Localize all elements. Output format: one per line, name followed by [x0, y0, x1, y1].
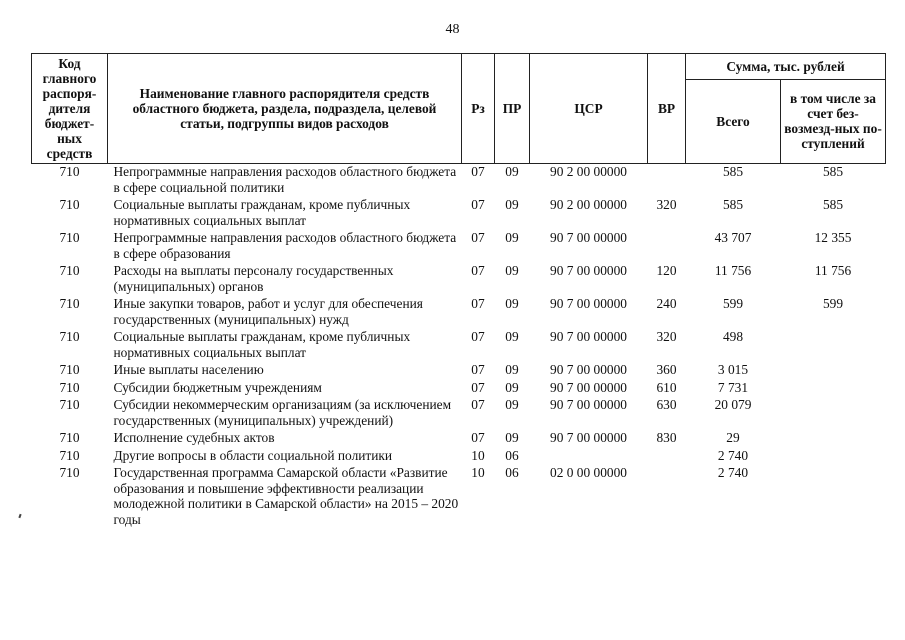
cell-csr: 90 7 00 00000	[550, 397, 627, 412]
cell-total: 11 756	[714, 263, 752, 278]
cell-code: 710	[59, 296, 80, 311]
cell-grants: 585	[822, 164, 844, 179]
cell-rz: 07	[471, 430, 485, 445]
header-total: Всего	[686, 79, 781, 163]
cell-vr: 360	[656, 362, 677, 377]
cell-name: Иные выплаты населению	[113, 362, 264, 377]
cell-name: Другие вопросы в области социальной политики	[113, 447, 393, 463]
cell-name: Субсидии некоммерческим организациям (за исключением государственных (муниципальных) учреждений)	[113, 397, 452, 428]
table-row	[32, 329, 886, 362]
cell-pr: 09	[505, 263, 519, 278]
cell-grants	[781, 329, 886, 362]
cell-csr: 90 7 00 00000	[550, 230, 627, 245]
cell-rz: 07	[471, 379, 485, 395]
cell-vr	[648, 164, 686, 198]
cell-rz: 07	[471, 263, 485, 278]
cell-name: Субсидии бюджетным учреждениям	[113, 379, 322, 395]
header-grants: в том числе за счет без-возмезд-ных по-ступлений	[781, 79, 886, 163]
table-row	[32, 230, 886, 263]
table-row	[32, 197, 886, 230]
cell-code: 710	[59, 362, 80, 377]
table-row	[32, 362, 886, 380]
cell-grants	[781, 380, 886, 398]
table-row	[32, 164, 886, 198]
cell-code: 710	[59, 230, 80, 245]
cell-total: 585	[722, 197, 744, 212]
cell-pr: 09	[505, 230, 519, 245]
page-number: 48	[445, 22, 460, 37]
budget-table	[31, 53, 886, 529]
cell-name: Непрограммные направления расходов областного бюджета в сфере образования	[113, 230, 457, 261]
cell-total: 7 731	[717, 379, 749, 395]
table-row	[32, 448, 886, 466]
header-code: Код главного распоря-дителя бюджет-ных средств	[32, 54, 108, 164]
cell-vr: 240	[656, 296, 677, 311]
cell-vr	[648, 448, 686, 466]
cell-csr: 90 7 00 00000	[550, 329, 627, 344]
cell-vr: 630	[656, 397, 677, 412]
cell-code: 710	[59, 263, 80, 278]
cell-csr: 90 7 00 00000	[550, 379, 627, 395]
cell-pr: 09	[505, 362, 519, 377]
table-row	[32, 397, 886, 430]
cell-total: 43 707	[714, 230, 752, 245]
cell-pr: 09	[505, 430, 519, 445]
cell-grants	[781, 448, 886, 466]
cell-pr: 06	[505, 447, 519, 463]
header-rz: Рз	[462, 54, 495, 164]
cell-code: 710	[59, 430, 80, 445]
cell-total: 498	[722, 329, 744, 344]
cell-csr: 90 7 00 00000	[550, 430, 627, 445]
table-row	[32, 263, 886, 296]
cell-vr	[648, 230, 686, 263]
cell-code: 710	[59, 465, 80, 480]
cell-rz: 10	[471, 447, 485, 463]
header-name: Наименование главного распорядителя средств областного бюджета, раздела, подраздела, целевой статьи, подгруппы видов расходов	[108, 54, 462, 164]
cell-total: 2 740	[717, 447, 749, 463]
cell-name: Исполнение судебных актов	[113, 430, 275, 445]
cell-rz: 07	[471, 397, 485, 412]
cell-grants	[781, 362, 886, 380]
cell-pr: 09	[505, 296, 519, 311]
header-csr: ЦСР	[530, 54, 648, 164]
cell-name: Непрограммные направления расходов областного бюджета в сфере социальной политики	[113, 164, 457, 195]
cell-grants: 585	[822, 197, 844, 212]
cell-grants	[781, 430, 886, 448]
cell-name: Социальные выплаты гражданам, кроме публичных нормативных социальных выплат	[113, 329, 411, 360]
cell-csr: 02 0 00 00000	[550, 465, 627, 480]
cell-grants: 12 355	[814, 230, 852, 245]
cell-vr: 610	[656, 379, 677, 395]
cell-vr	[648, 465, 686, 529]
cell-csr: 90 7 00 00000	[550, 362, 627, 377]
table-row	[32, 296, 886, 329]
cell-total: 2 740	[717, 465, 749, 480]
cell-code: 710	[59, 197, 80, 212]
cell-code: 710	[59, 164, 80, 179]
cell-pr: 09	[505, 164, 519, 179]
header-sum-group: Сумма, тыс. рублей	[686, 54, 886, 80]
cell-grants	[781, 465, 886, 529]
cell-code: 710	[59, 329, 80, 344]
scan-mark	[18, 514, 21, 518]
cell-csr: 90 7 00 00000	[550, 263, 627, 278]
header-pr: ПР	[495, 54, 530, 164]
header-row	[32, 54, 886, 80]
cell-name: Государственная программа Самарской области «Развитие образования и повышение эффективности реализации молодежной политики в Самарской области» на 2015 – 2020 годы	[113, 465, 459, 527]
cell-name: Социальные выплаты гражданам, кроме публичных нормативных социальных выплат	[113, 197, 411, 228]
cell-rz: 07	[471, 329, 485, 344]
cell-vr: 320	[656, 197, 677, 212]
cell-name: Иные закупки товаров, работ и услуг для обеспечения государственных (муниципальных) нужд	[113, 296, 423, 327]
cell-pr: 09	[505, 329, 519, 344]
header-vr: ВР	[648, 54, 686, 164]
cell-csr: 90 7 00 00000	[550, 296, 627, 311]
cell-vr: 120	[656, 263, 677, 278]
cell-total: 585	[722, 164, 744, 179]
cell-pr: 09	[505, 197, 519, 212]
cell-code: 710	[59, 379, 80, 395]
cell-total: 20 079	[714, 397, 752, 412]
cell-rz: 07	[471, 230, 485, 245]
cell-rz: 07	[471, 362, 485, 377]
cell-csr	[530, 448, 648, 466]
table-row	[32, 380, 886, 398]
cell-rz: 07	[471, 197, 485, 212]
cell-vr: 320	[656, 329, 677, 344]
cell-total: 29	[726, 430, 740, 445]
cell-code: 710	[59, 447, 80, 463]
cell-pr: 06	[505, 465, 519, 480]
table-row	[32, 430, 886, 448]
cell-rz: 07	[471, 164, 485, 179]
cell-rz: 07	[471, 296, 485, 311]
cell-total: 599	[722, 296, 744, 311]
cell-pr: 09	[505, 397, 519, 412]
cell-name: Расходы на выплаты персоналу государственных (муниципальных) органов	[113, 263, 394, 294]
cell-grants	[781, 397, 886, 430]
cell-code: 710	[59, 397, 80, 412]
cell-pr: 09	[505, 379, 519, 395]
table-row	[32, 465, 886, 529]
cell-vr: 830	[656, 430, 677, 445]
cell-grants: 599	[822, 296, 844, 311]
cell-csr: 90 2 00 00000	[550, 197, 627, 212]
cell-total: 3 015	[717, 362, 749, 377]
cell-rz: 10	[471, 465, 485, 480]
cell-csr: 90 2 00 00000	[550, 164, 627, 179]
cell-grants: 11 756	[814, 263, 852, 278]
